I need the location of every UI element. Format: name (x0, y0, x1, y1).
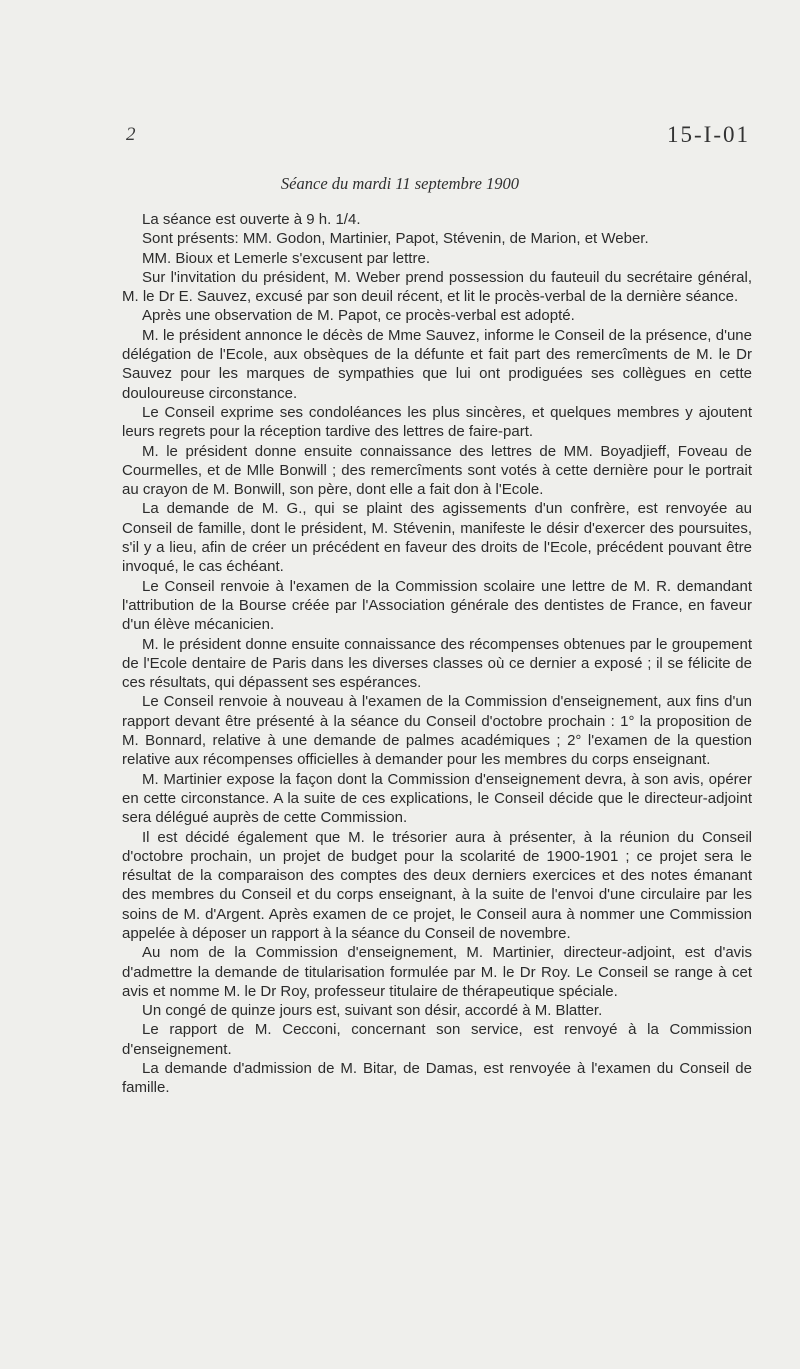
paragraph: Un congé de quinze jours est, suivant son désir, accordé à M. Blatter. (142, 1002, 603, 1020)
paragraph: Au nom de la Commission d'enseignement, M. Martinier, directeur-adjoint, est d'avis d'admettre la demande de titularisation formulée par M. le Dr Roy. Le Conseil se range à cet avis et nomme M. le Dr Roy, professeur titulaire de thérapeutique spéciale. (122, 944, 752, 1000)
paragraph: M. Martinier expose la façon dont la Commission d'enseignement devra, à son avis, opérer en cette circonstance. A la suite de ces explications, le Conseil décide que le directeur-adjoint sera délégué auprès de cette Commission. (122, 770, 752, 827)
issue-reference: 15-I-01 (667, 122, 750, 147)
paragraph: Sur l'invitation du président, M. Weber prend possession du fauteuil du secrétaire général, M. le Dr E. Sauvez, excusé par son deuil récent, et lit le procès-verbal de la dernière séance. (122, 268, 752, 306)
paragraph: Le rapport de M. Cecconi, concernant son service, est renvoyé à la Commission d'enseignement. (122, 1021, 752, 1058)
paragraph: Le Conseil renvoie à l'examen de la Commission scolaire une lettre de M. R. demandant l'attribution de la Bourse créée par l'Association générale des dentistes de France, en faveur d'un élève mécanicien. (122, 577, 752, 634)
paragraph: M. le président donne ensuite connaissance des lettres de MM. Boyadjieff, Foveau de Courmelles, et de Mlle Bonwill ; des remercîments sont votés à cette dernière pour le portrait au crayon de M. Bonwill, son père, dont elle a fait don à l'Ecole. (122, 442, 752, 499)
paragraph: Le Conseil renvoie à nouveau à l'examen de la Commission d'enseignement, aux fins d'un rapport devant être présenté à la séance du Conseil d'octobre prochain : 1° la proposition de M. Bonnard, relative à une demande de palmes académiques ; 2° l'examen de la question relative aux récompenses officielles à demander pour les membres du corps enseignant. (122, 693, 752, 769)
paragraph: M. le président annonce le décès de Mme Sauvez, informe le Conseil de la présence, d'une délégation de l'Ecole, aux obsèques de la défunte et fait part des remercîments de M. le Dr Sauvez pour les marques de sympathies que lui ont prodiguées ses collègues en cette douloureuse circonstance. (122, 326, 752, 402)
paragraph: La demande de M. G., qui se plaint des agissements d'un confrère, est renvoyée au Conseil de famille, dont le président, M. Stévenin, manifeste le désir d'exercer des poursuites, s'il y a lieu, afin de créer un précédent en faveur des droits de l'Ecole, précédent pouvant être invoqué, le cas échéant. (122, 500, 752, 576)
page-number: 2 (126, 124, 136, 145)
paragraph: Sont présents: MM. Godon, Martinier, Papot, Stévenin, de Marion, et Weber. (142, 230, 649, 248)
minutes-body (122, 210, 752, 1098)
session-title: Séance du mardi 11 septembre 1900 (280, 174, 520, 193)
paragraph: La demande d'admission de M. Bitar, de Damas, est renvoyée à l'examen du Conseil de famille. (122, 1060, 752, 1097)
paragraph: MM. Bioux et Lemerle s'excusent par lettre. (142, 249, 430, 267)
paragraph: La séance est ouverte à 9 h. 1/4. (142, 211, 361, 228)
paragraph: M. le président donne ensuite connaissance des récompenses obtenues par le groupement de l'Ecole dentaire de Paris dans les diverses classes où ce dernier a exposé ; il se félicite de ces résultats, qui dépassent ses espérances. (122, 635, 752, 692)
paragraph: Le Conseil exprime ses condoléances les plus sincères, et quelques membres y ajoutent leurs regrets pour la réception tardive des lettres de faire-part. (122, 403, 752, 441)
paragraph: Après une observation de M. Papot, ce procès-verbal est adopté. (142, 307, 575, 325)
paragraph: Il est décidé également que M. le trésorier aura à présenter, à la réunion du Conseil d'octobre prochain, un projet de budget pour la scolarité de 1900-1901 ; ce projet sera le résultat de la comparaison des comptes des deux derniers exercices et des notes émanant des membres du Conseil et du corps enseignant, à la suite de l'envoi d'une circulaire par les soins de M. d'Argent. Après examen de ce projet, le Conseil aura à nommer une Commission appelée à déposer un rapport à la séance du Conseil de novembre. (122, 828, 752, 942)
